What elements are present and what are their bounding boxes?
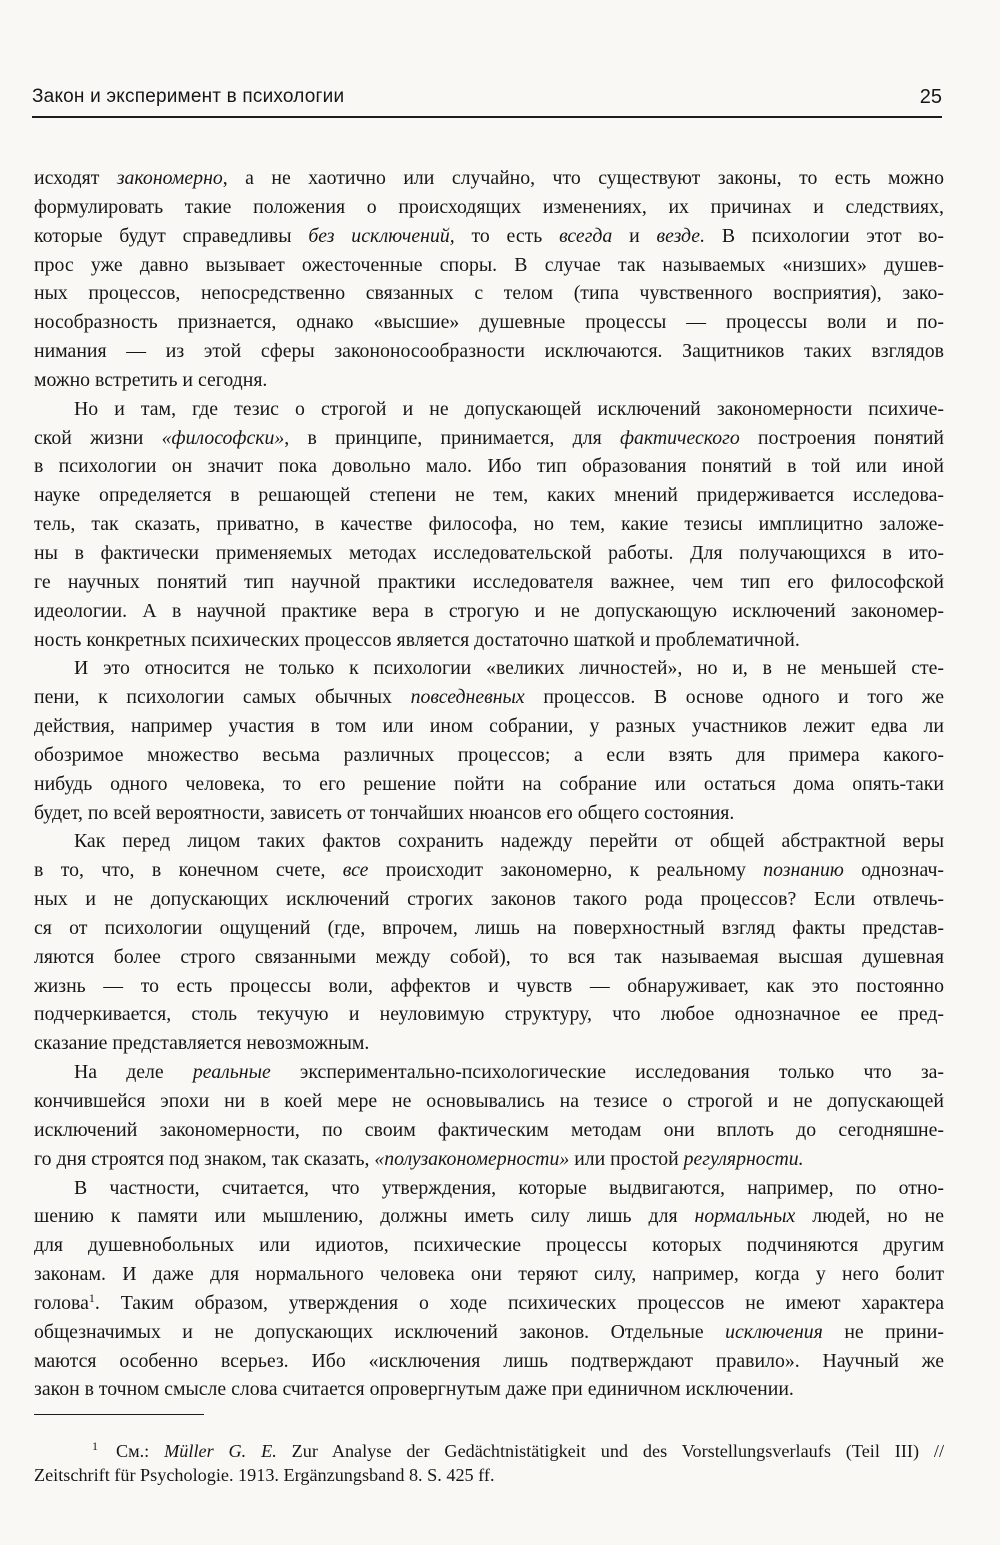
- text-run: в психологии он значит пока довольно мало. Ибо тип образования понятий в той или иной: [34, 455, 944, 478]
- text-line: [34, 395, 944, 424]
- text-line: [34, 568, 944, 597]
- text-line: [34, 1375, 944, 1404]
- text-run: пени, к психологии самых обычных: [34, 686, 411, 709]
- italic-emphasis: закономерно: [116, 167, 223, 189]
- text-line: [34, 279, 944, 308]
- text-run: общезначимых и не допускающих исключений законов. Отдельные: [34, 1320, 726, 1343]
- text-run: закон в точном смысле слова считается опровергнутым даже при единичном исключении.: [34, 1378, 794, 1401]
- text-run: нибудь одного человека, то его решение пойти на собрание или остаться дома опять-таки: [34, 772, 944, 795]
- running-head-title: Закон и эксперимент в психологии: [32, 86, 345, 107]
- text-line: [34, 424, 944, 453]
- italic-emphasis: Müller G. E.: [164, 1441, 277, 1461]
- text-line: [34, 1087, 944, 1116]
- italic-emphasis: всегда: [559, 224, 613, 247]
- paragraph: [34, 827, 944, 1058]
- page-number: 25: [919, 86, 942, 108]
- text-line: [34, 510, 944, 539]
- text-run: ляются более строго связанными между собой), то вся так называемая высшая душевная: [34, 945, 944, 968]
- text-run: формулировать такие положения о происходящих изменениях, их причинах и следствиях,: [34, 195, 944, 218]
- text-line: [34, 308, 944, 337]
- italic-emphasis: познанию: [763, 859, 844, 882]
- text-line: [34, 827, 944, 856]
- text-line: [34, 914, 944, 943]
- text-run: людей, но не: [795, 1205, 944, 1228]
- text-run: законам. И даже для нормального человека они теряют силу, например, когда у него болит: [34, 1263, 944, 1286]
- text-run: ность конкретных психических процессов является достаточно шаткой и проблематичной.: [34, 628, 800, 651]
- text-run: . Таким образом, утверждения о ходе психических процессов не имеют характера: [94, 1291, 944, 1314]
- text-run: ской жизни: [34, 426, 162, 449]
- text-run: науке определяется в решающей степени не тем, каких мнений придерживается исследова-: [34, 484, 944, 507]
- text-run: голова: [34, 1291, 89, 1314]
- text-line: [34, 1202, 944, 1231]
- text-run: экспериментально-психологические исследования только что за-: [270, 1061, 944, 1084]
- italic-emphasis: реальные: [192, 1061, 271, 1084]
- text-line: [34, 856, 944, 885]
- text-line: [34, 1029, 944, 1058]
- text-line: [34, 539, 944, 568]
- text-run: однознач-: [843, 859, 944, 882]
- text-run: построения понятий: [739, 426, 944, 449]
- italic-emphasis: регулярности.: [683, 1147, 804, 1170]
- text-run: маются особенно всерьез. Ибо «исключения лишь подтверждают правило». Научный же: [34, 1349, 944, 1372]
- italic-emphasis: исключения: [725, 1320, 823, 1343]
- text-run: для душевнобольных или идиотов, психические процессы которых подчиняются другим: [34, 1234, 944, 1257]
- text-line: [34, 770, 944, 799]
- text-run: можно встретить и сегодня.: [34, 368, 268, 391]
- text-run: происходит закономерно, к реальному: [368, 859, 764, 882]
- text-line: [34, 1145, 944, 1174]
- text-run: шению к памяти или мышлению, должны иметь силу лишь для: [34, 1205, 695, 1228]
- footnote: [34, 1432, 944, 1490]
- text-line: [34, 1231, 944, 1260]
- italic-emphasis: повседневных: [410, 686, 525, 709]
- text-run: го дня строятся под знаком, так сказать,: [34, 1147, 375, 1170]
- text-line: [34, 164, 944, 193]
- italic-emphasis: без исключений,: [308, 224, 455, 247]
- text-line: [34, 1000, 944, 1029]
- text-run: жизнь — то есть процессы воли, аффектов и чувств — обнаруживает, как это постоянно: [34, 974, 944, 997]
- text-line: [34, 712, 944, 741]
- text-run: то есть: [454, 224, 560, 247]
- italic-emphasis: фактического: [619, 426, 740, 449]
- text-line: [34, 626, 944, 655]
- text-line: [34, 972, 944, 1001]
- italic-emphasis: «философски»: [161, 426, 285, 449]
- text-line: [34, 1289, 944, 1318]
- text-line: [34, 741, 944, 770]
- text-run: , а не хаотично или случайно, что существуют законы, то есть можно: [222, 167, 944, 189]
- text-run: исходят: [34, 167, 117, 189]
- text-run: ных процессов, непосредственно связанных с телом (типа чувственного восприятия), зако-: [34, 282, 944, 305]
- text-run: ных и не допускающих исключений строгих законов такого рода процессов? Если отвлечь-: [34, 888, 944, 911]
- running-head: [32, 86, 942, 118]
- text-run: процессов. В основе одного и того же: [524, 686, 944, 709]
- italic-emphasis: «полузакономерности»: [374, 1147, 570, 1170]
- text-line: [34, 799, 944, 828]
- footnote-marker: 1: [92, 1439, 98, 1453]
- text-run: нособразность признается, однако «высшие» душевные процессы — процессы воли и по-: [34, 311, 944, 334]
- text-line: [34, 222, 944, 251]
- text-run: в то, что, в конечном счете,: [34, 859, 343, 882]
- text-run: На деле: [74, 1061, 193, 1084]
- text-line: [34, 943, 944, 972]
- text-run: Но и там, где тезис о строгой и не допускающей исключений закономерности психиче-: [74, 397, 944, 420]
- text-run: обозримое множество весьма различных процессов; а если взять для примера какого-: [34, 743, 944, 766]
- text-line: [34, 1260, 944, 1289]
- text-line: [34, 1058, 944, 1087]
- text-run: ге научных понятий тип научной практики исследователя важнее, чем тип его философской: [34, 570, 944, 593]
- text-line: [34, 452, 944, 481]
- text-line: [34, 337, 944, 366]
- text-run: сказание представляется невозможным.: [34, 1032, 370, 1055]
- text-run: действия, например участия в том или ином собрании, у разных участников лежит едва ли: [34, 715, 944, 738]
- text-line: [34, 1116, 944, 1145]
- text-line: [34, 885, 944, 914]
- italic-emphasis: нормальных: [694, 1205, 796, 1228]
- text-line: [34, 1318, 944, 1347]
- paragraph: [34, 654, 944, 827]
- text-run: И это относится не только к психологии «великих личностей», но и, в не меньшей сте-: [74, 657, 944, 680]
- text-run: подчеркивается, столь текучую и неуловимую структуру, что любое однозначное ее пред-: [34, 1003, 944, 1026]
- footnote-line: [34, 1461, 944, 1490]
- text-run: Как перед лицом таких фактов сохранить надежду перейти от общей абстрактной веры: [74, 830, 944, 853]
- text-line: [34, 1347, 944, 1376]
- body-text: [34, 164, 944, 1404]
- text-run: ся от психологии ощущений (где, впрочем, лишь на поверхностный взгляд факты представ-: [34, 916, 944, 939]
- text-line: [34, 654, 944, 683]
- footnote-divider: [34, 1414, 204, 1415]
- text-line: [34, 193, 944, 222]
- text-run: Zur Analyse der Gedächtnistätigkeit und des Vorstellungsverlaufs (Teil III) //: [276, 1441, 944, 1461]
- text-run: идеологии. А в научной практике вера в строгую и не допускающую исключений закономер-: [34, 599, 944, 622]
- text-run: исключений закономерности, по своим фактическим методам они вплоть до сегодняшне-: [34, 1118, 944, 1141]
- text-run: или простой: [569, 1147, 684, 1170]
- footnote-line: [34, 1432, 944, 1461]
- text-run: прос уже давно вызывает ожесточенные споры. В случае так называемых «низших» душев-: [34, 253, 944, 276]
- paragraph: [34, 1058, 944, 1173]
- text-line: [34, 1174, 944, 1203]
- text-run: ны в фактически применяемых методах исследовательской работы. Для получающихся в ито-: [34, 541, 944, 564]
- text-line: [34, 683, 944, 712]
- text-run: Zeitschrift für Psychologie. 1913. Ergänzungsband 8. S. 425 ff.: [34, 1465, 495, 1485]
- text-line: [34, 597, 944, 626]
- paragraph: [34, 1174, 944, 1405]
- text-run: кончившейся эпохи ни в коей мере не основывались на тезисе о строгой и не допускающей: [34, 1090, 944, 1112]
- text-run: См.:: [116, 1441, 165, 1461]
- text-run: и: [612, 224, 657, 247]
- text-run: В частности, считается, что утверждения, которые выдвигаются, например, по отно-: [74, 1176, 944, 1199]
- paragraph: [34, 164, 944, 395]
- text-run: будет, по всей вероятности, зависеть от тончайших нюансов его общего состояния.: [34, 801, 735, 824]
- text-run: которые будут справедливы: [34, 224, 309, 247]
- italic-emphasis: все: [342, 859, 369, 882]
- paragraph: [34, 395, 944, 655]
- footnote-reference: 1: [88, 1290, 95, 1305]
- text-run: тель, так сказать, приватно, в качестве философа, но тем, какие тезисы имплицитно заложе-: [34, 513, 944, 536]
- italic-emphasis: везде.: [656, 224, 706, 247]
- text-line: [34, 251, 944, 280]
- text-run: нимания — из этой сферы закононосообразности исключаются. Защитников таких взглядов: [34, 340, 944, 363]
- text-run: , в принципе, принимается, для: [284, 426, 620, 449]
- text-line: [34, 481, 944, 510]
- text-run: не прини-: [822, 1320, 944, 1343]
- text-run: В психологии этот во-: [705, 224, 944, 247]
- text-line: [34, 366, 944, 395]
